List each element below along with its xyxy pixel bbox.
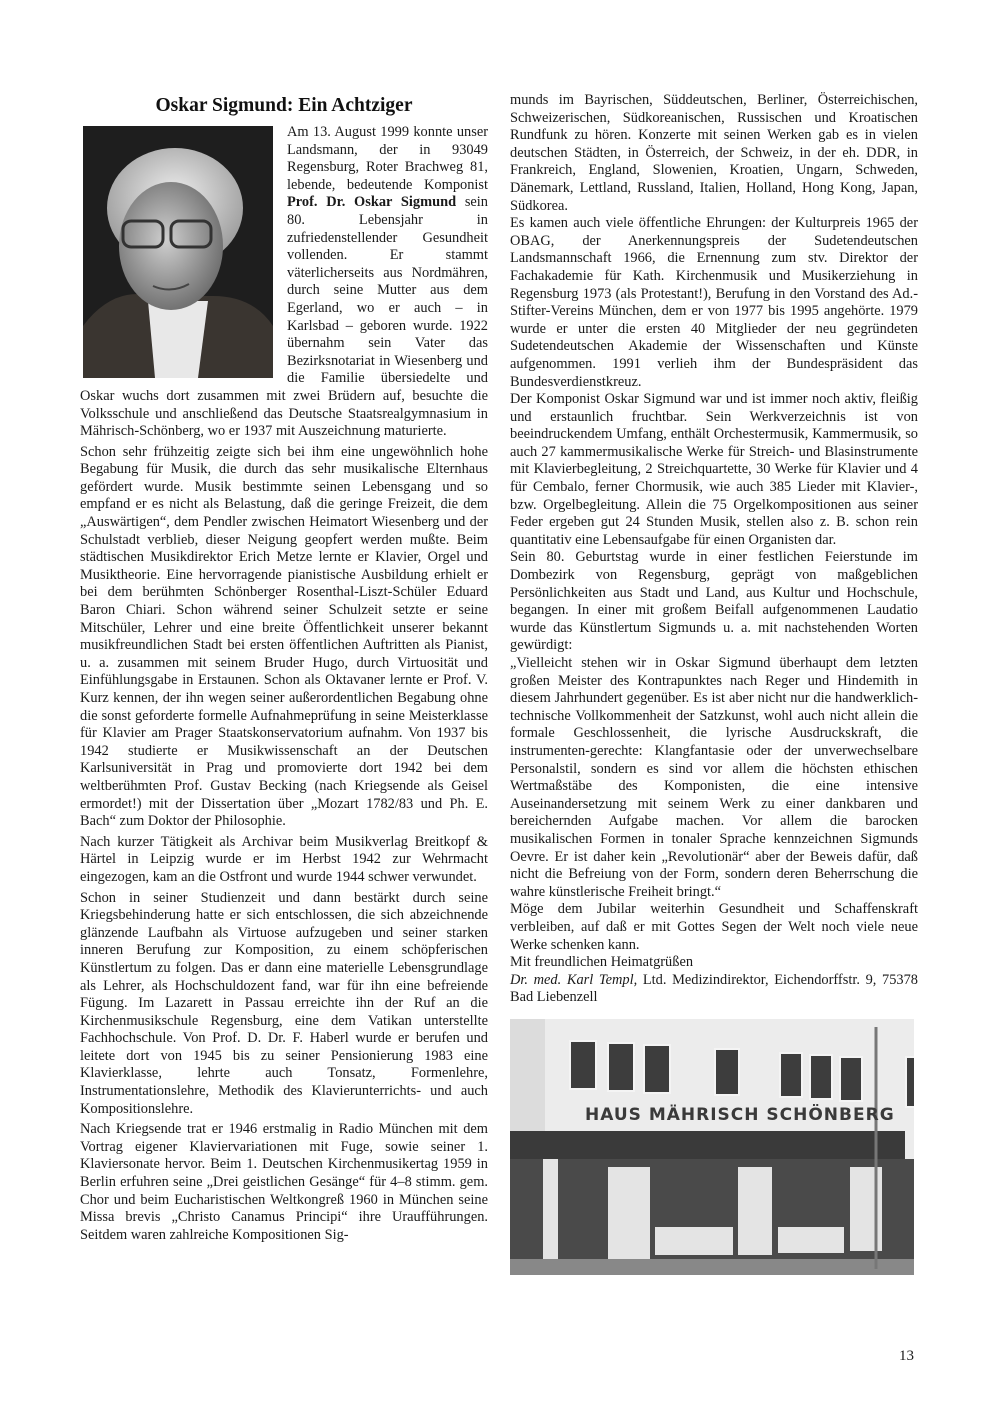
building-sign: HAUS MÄHRISCH SCHÖNBERG <box>585 1104 895 1125</box>
intro-text: Am 13. August 1999 konnte unser Landsmann, der in 93049 Regensburg, Roter Brachweg 81, lebende, bedeutende Komponist <box>287 124 488 193</box>
paragraph: Sein 80. Geburtstag wurde in einer festlichen Feierstunde im Dombezirk von Regensburg, geprägt von maßgeblichen Persönlichkeiten aus Stadt und Land, aus Kultur und Hochschule, begangen. In einer mit großem Beifall aufgenommenen Laudatio wurde das Künstlertum Sigmunds u. a. mit nachstehenden Worten gewürdigt: <box>510 549 918 654</box>
paragraph: Schon in seiner Studienzeit und dann bestärkt durch seine Kriegsbehinderung hatte er sich entschlossen, die sich abzeichnende glänzende Laufbahn als Virtuose aufzugeben und seiner starken inneren Berufung zur Komposition, zu einem schöpferischen Künstlertum zu folgen. Das er dann eine materielle Lebensgrundlage als Lehrer, als Hochschuldozent fand, war für ihn eine befreiende Fügung. Im Lazarett in Passau erreichte ihn der Ruf an die Kirchenmusikschule Regensburg, eine dem Vatikan unterstellte Fachhochschule. Von Prof. D. Dr. F. Haberl wurde er berufen und leitete dort von 1945 bis zu seiner Pensionierung 1983 eine Klavierklasse, lehrte auch Tonsatz, Formenlehre, Instrumentationslehre, Methodik des Klavierunterrichts- und auch Kompositionslehre. <box>80 889 488 1117</box>
page-number: 13 <box>899 1348 914 1364</box>
paragraph: Schon sehr frühzeitig zeigte sich bei ihm eine ungewöhnlich hohe Begabung für Musik, die durch das sehr musikalische Elternhaus gefördert wurde. Musik bestimmte seinen Lebensgang und so empfand er es nicht als Belastung, daß die geringe Freizeit, die dem „Auswärtigen“, dem Pendler zwischen Heimatort Wiesenberg und der Schulstadt verblieb, dieser Neigung geopfert werden mußte. Beim städtischen Musikdirektor Erich Metze lernte er Klavier, Orgel und Musiktheorie. Eine hervorragende pianistische Ausbildung erhielt er bei dem berühmten Schönberger Rosenthal-Liszt-Schüler Eduard Baron Chiari. Schon während seiner Schulzeit setzte er seine Mitschüler, Lehrer und eine breite Öffentlichkeit unserer bekannt musikfreundlichen Stadt bei ersten öffentlichen Auftritten als Pianist, u. a. zusammen mit seinem Bruder Hugo, durch Virtuosität und Einfühlungsgabe in Erstaunen. Schon als Oktavaner lernte er Prof. V. Kurz kennen, der ihn wegen seiner außerordentlichen Begabung ohne die sonst geforderte formelle Aufnahmeprüfung in seine Meisterklasse für Klavier am Prager Staatskonservatorium aufnahm. Von 1937 bis 1942 studierte er Musikwissenschaft an der Deutschen Karlsuniversität in Prag und promovierte dort 1942 bei dem weltberühmten Prof. Gustav Becking (nach Kriegsende als Geisel ermordet!) mit der Dissertation über „Mozart 1782/83 und Ph. E. Bach“ zum Doktor der Philosophie. <box>80 443 488 830</box>
author-details: Ltd. Medizindirektor, Eichendorffstr. 9, 75378 Bad Liebenzell <box>510 971 918 1006</box>
left-column <box>80 94 488 1247</box>
paragraph: Nach Kriegsende trat er 1946 erstmalig in Radio München mit dem Vortrag eigener Klaviervariationen mit Fuge, sowie seiner 1. Klaviersonate hervor. Beim 1. Deutschen Kirchenmusikertag 1959 in Berlin erfuhren seine „Drei geistlichen Gesänge“ für 4–8 stimm. gem. Chor und beim Eucharistischen Weltkongreß 1960 in München seine Missa brevis „Christo Canamus Principi“ ihre Uraufführungen. Seitdem waren zahlreiche Kompositionen Sig- <box>80 1121 488 1243</box>
portrait-photo <box>83 126 273 378</box>
paragraph: Nach kurzer Tätigkeit als Archivar beim Musikverlag Breitkopf & Härtel in Leipzig wurde er im Herbst 1942 zur Wehrmacht eingezogen, kam an die Ostfront und wurde 1944 schwer verwundet. <box>80 833 488 885</box>
author-name: Dr. med. Karl Templ, <box>510 971 638 988</box>
intro-text-continued: sein 80. Lebensjahr in zufriedenstellender Gesundheit vollenden. Er stammt väterlicherseits aus Nordmähren, durch seine Mutter aus dem Egerland, wo er auch – in Karlsbad – geboren wurde. 1922 übernahm sein Vater das Bezirksnotariat in Wiesenberg und die Familie übersiedelte und Oskar wuchs dort zusammen mit zwei Brüdern auf, besuchte die Volksschule und anschließend das Deutsche Staatsrealgymnasium in Mährisch-Schönberg, wo er 1937 mit Auszeichnung maturierte. <box>80 194 488 440</box>
paragraph: Es kamen auch viele öffentliche Ehrungen: der Kulturpreis 1965 der OBAG, der Anerkennungspreis der Sudetendeutschen Landsmannschaft 1966, die Ernennung zum stv. Direktor der Fachakademie für Kath. Kirchenmusik und Musikerziehung in Regensburg 1973 (als Protestant!), Berufung in den Vorstand des Ad.-Stifter-Vereins München, dem er von 1977 bis 1995 angehörte. 1979 wurde er unter die ersten 40 Mitglieder der neu gegründeten Sudetendeutschen Akademie der Wissenschaften und Künste aufgenommen. 1991 verlieh ihm der Bundespräsident das Bundesverdienstkreuz. <box>510 215 918 390</box>
composer-name: Prof. Dr. Oskar Sigmund <box>287 194 457 211</box>
greeting: Mit freundlichen Heimatgrüßen <box>510 954 694 971</box>
building-photo <box>510 1019 914 1275</box>
laudatio-quote: „Vielleicht stehen wir in Oskar Sigmund überhaupt dem letzten großen Meister des Kontrapunktes nach Reger und Hindemith in diesem Jahrhundert gegenüber. Es ist aber nicht nur die handwerklich-technische Vollkommenheit der Satzkunst, wohl auch nicht allein die formale Geschlossenheit, die lyrische Ausdruckskraft, die instrumenten-gerechte: Klangfantasie oder der unverwechselbare Personalstil, sondern es sind vor allem die höchsten ethischen Wertmaßstäbe des Komponisten, die eine intensive Auseinandersetzung mit seinem Werk zu einer dankbaren und bereichernden Aufgabe machen. Vor allem die barocken musikalischen Formen in tonaler Sprache kennzeichnen Sigmunds Oevre. Er ist daher kein „Revolutionär“ aber der Beweis dafür, daß nicht die Befreiung von der Form, sondern deren Beherrschung die wahre künstlerische Freiheit bringt.“ <box>510 655 918 900</box>
paragraph: Möge dem Jubilar weiterhin Gesundheit und Schaffenskraft verbleiben, auf daß er mit Gottes Segen der Welt noch viele neue Werke schenken kann. <box>510 901 918 953</box>
signature <box>510 972 918 1007</box>
paragraph: munds im Bayrischen, Süddeutschen, Berliner, Österreichischen, Schweizerischen, Südkoreanischen, Russischen und Kroatischen Rundfunk zu hören. Konzerte mit seinen Werken gab es in vielen deutschen Städten, in Österreich, der Schweiz, in der eh. DDR, in Frankreich, England, Slowenien, Kroatien, Ungarn, Schweden, Dänemark, Lettland, Russland, Italien, Holland, Hong Kong, Japan, Südkorea. <box>510 92 918 214</box>
article-title: Oskar Sigmund: Ein Achtziger <box>155 95 413 116</box>
right-column <box>510 92 918 1275</box>
paragraph: Der Komponist Oskar Sigmund war und ist immer noch aktiv, fleißig und erstaunlich fruchtbar. Sein Werkverzeichnis ist von beeindruckendem Umfang, enthält Orchestermusik, Kammermusik, so auch 27 kammermusikalische Werke für Streich- und Blasinstrumente mit Klavierbegleitung, 2 Streichquartette, 30 Werke für Klavier und 4 für Cembalo, ferner Chormusik, wie auch 385 Lieder mit Klavier-, bzw. Orgelbegleitung. Allein die 75 Orgelkompositionen aus seiner Feder ergeben gut 24 Stunden Musik, stellen also z. B. schon rein quantitativ eine Lebensaufgabe für einen Organisten dar. <box>510 391 918 548</box>
